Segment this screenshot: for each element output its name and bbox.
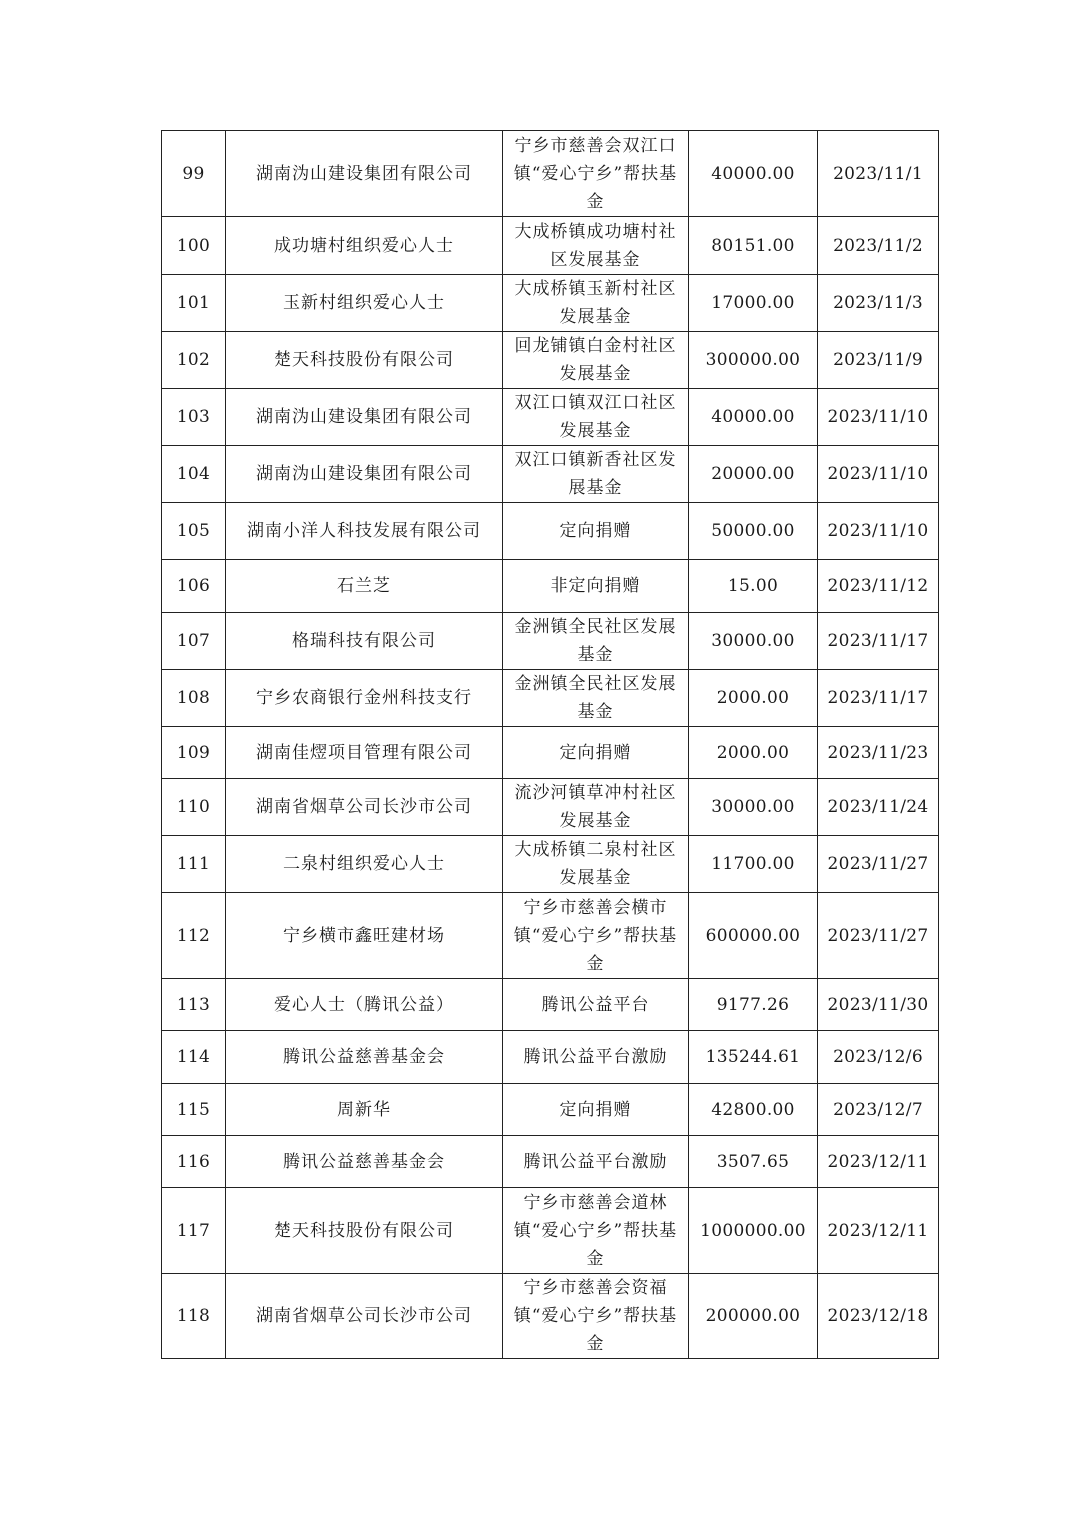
donation-purpose: 定向捐赠 (503, 727, 689, 779)
donation-amount: 50000.00 (689, 503, 818, 560)
donation-table (161, 130, 939, 1359)
donation-amount: 42800.00 (689, 1084, 818, 1136)
donor-name: 玉新村组织爱心人士 (226, 275, 503, 332)
donation-amount: 40000.00 (689, 131, 818, 217)
donor-name: 楚天科技股份有限公司 (226, 1188, 503, 1274)
donation-purpose: 回龙铺镇白金村社区发展基金 (503, 332, 689, 389)
donation-amount: 2000.00 (689, 727, 818, 779)
row-number: 110 (162, 779, 226, 836)
donor-name: 周新华 (226, 1084, 503, 1136)
donor-name: 湖南省烟草公司长沙市公司 (226, 779, 503, 836)
donation-date: 2023/12/6 (818, 1031, 939, 1084)
donation-date: 2023/11/10 (818, 503, 939, 560)
table-row (162, 217, 939, 275)
donation-date: 2023/12/7 (818, 1084, 939, 1136)
table-row (162, 1188, 939, 1274)
table-row (162, 503, 939, 560)
table-row (162, 131, 939, 217)
donation-date: 2023/11/17 (818, 613, 939, 670)
table-row (162, 275, 939, 332)
donor-name: 石兰芝 (226, 560, 503, 613)
donation-amount: 300000.00 (689, 332, 818, 389)
table-row (162, 332, 939, 389)
donor-name: 湖南沩山建设集团有限公司 (226, 389, 503, 446)
donation-date: 2023/11/10 (818, 389, 939, 446)
donation-amount: 30000.00 (689, 779, 818, 836)
donation-purpose: 大成桥镇玉新村社区发展基金 (503, 275, 689, 332)
donation-amount: 9177.26 (689, 979, 818, 1031)
donation-purpose: 大成桥镇成功塘村社区发展基金 (503, 217, 689, 275)
row-number: 113 (162, 979, 226, 1031)
donor-name: 成功塘村组织爱心人士 (226, 217, 503, 275)
donation-amount: 600000.00 (689, 893, 818, 979)
row-number: 117 (162, 1188, 226, 1274)
table-row (162, 727, 939, 779)
row-number: 111 (162, 836, 226, 893)
table-row (162, 1084, 939, 1136)
donation-purpose: 双江口镇新香社区发展基金 (503, 446, 689, 503)
donor-name: 湖南沩山建设集团有限公司 (226, 446, 503, 503)
table-row (162, 1031, 939, 1084)
donation-amount: 2000.00 (689, 670, 818, 727)
donation-purpose: 腾讯公益平台 (503, 979, 689, 1031)
table-row (162, 979, 939, 1031)
donation-date: 2023/11/1 (818, 131, 939, 217)
donation-amount: 20000.00 (689, 446, 818, 503)
donor-name: 宁乡横市鑫旺建材场 (226, 893, 503, 979)
donation-amount: 3507.65 (689, 1136, 818, 1188)
donation-amount: 15.00 (689, 560, 818, 613)
row-number: 112 (162, 893, 226, 979)
donation-date: 2023/11/3 (818, 275, 939, 332)
donor-name: 湖南佳熤项目管理有限公司 (226, 727, 503, 779)
row-number: 108 (162, 670, 226, 727)
table-row (162, 389, 939, 446)
donation-amount: 135244.61 (689, 1031, 818, 1084)
donation-date: 2023/12/11 (818, 1188, 939, 1274)
donation-date: 2023/11/27 (818, 836, 939, 893)
donation-amount: 30000.00 (689, 613, 818, 670)
donor-name: 爱心人士（腾讯公益） (226, 979, 503, 1031)
donor-name: 湖南小洋人科技发展有限公司 (226, 503, 503, 560)
row-number: 118 (162, 1274, 226, 1359)
table-row (162, 779, 939, 836)
donation-date: 2023/12/18 (818, 1274, 939, 1359)
donation-date: 2023/11/12 (818, 560, 939, 613)
donation-purpose: 腾讯公益平台激励 (503, 1136, 689, 1188)
table-row (162, 446, 939, 503)
donation-purpose: 宁乡市慈善会道林镇“爱心宁乡”帮扶基金 (503, 1188, 689, 1274)
donation-purpose: 非定向捐赠 (503, 560, 689, 613)
row-number: 109 (162, 727, 226, 779)
row-number: 105 (162, 503, 226, 560)
table-row (162, 1274, 939, 1359)
donation-amount: 200000.00 (689, 1274, 818, 1359)
row-number: 115 (162, 1084, 226, 1136)
donation-purpose: 金洲镇全民社区发展基金 (503, 670, 689, 727)
donor-name: 腾讯公益慈善基金会 (226, 1031, 503, 1084)
donation-date: 2023/12/11 (818, 1136, 939, 1188)
donor-name: 湖南沩山建设集团有限公司 (226, 131, 503, 217)
donation-purpose: 腾讯公益平台激励 (503, 1031, 689, 1084)
donor-name: 湖南省烟草公司长沙市公司 (226, 1274, 503, 1359)
row-number: 104 (162, 446, 226, 503)
table-row (162, 1136, 939, 1188)
donation-date: 2023/11/9 (818, 332, 939, 389)
donation-date: 2023/11/17 (818, 670, 939, 727)
donation-amount: 1000000.00 (689, 1188, 818, 1274)
table-row (162, 670, 939, 727)
donation-date: 2023/11/10 (818, 446, 939, 503)
donation-amount: 40000.00 (689, 389, 818, 446)
donation-date: 2023/11/24 (818, 779, 939, 836)
donation-amount: 80151.00 (689, 217, 818, 275)
donation-purpose: 流沙河镇草冲村社区发展基金 (503, 779, 689, 836)
row-number: 107 (162, 613, 226, 670)
donation-date: 2023/11/2 (818, 217, 939, 275)
row-number: 106 (162, 560, 226, 613)
donor-name: 二泉村组织爱心人士 (226, 836, 503, 893)
row-number: 102 (162, 332, 226, 389)
row-number: 99 (162, 131, 226, 217)
donation-table-body (162, 131, 939, 1359)
donation-purpose: 金洲镇全民社区发展基金 (503, 613, 689, 670)
donation-purpose: 宁乡市慈善会横市镇“爱心宁乡”帮扶基金 (503, 893, 689, 979)
donor-name: 格瑞科技有限公司 (226, 613, 503, 670)
donor-name: 腾讯公益慈善基金会 (226, 1136, 503, 1188)
table-row (162, 893, 939, 979)
donor-name: 宁乡农商银行金州科技支行 (226, 670, 503, 727)
donation-amount: 11700.00 (689, 836, 818, 893)
donor-name: 楚天科技股份有限公司 (226, 332, 503, 389)
table-row (162, 836, 939, 893)
row-number: 101 (162, 275, 226, 332)
donation-purpose: 宁乡市慈善会双江口镇“爱心宁乡”帮扶基金 (503, 131, 689, 217)
donation-date: 2023/11/23 (818, 727, 939, 779)
donation-purpose: 定向捐赠 (503, 503, 689, 560)
row-number: 100 (162, 217, 226, 275)
donation-purpose: 宁乡市慈善会资福镇“爱心宁乡”帮扶基金 (503, 1274, 689, 1359)
donation-purpose: 大成桥镇二泉村社区发展基金 (503, 836, 689, 893)
table-row (162, 560, 939, 613)
donation-date: 2023/11/30 (818, 979, 939, 1031)
donation-purpose: 定向捐赠 (503, 1084, 689, 1136)
table-row (162, 613, 939, 670)
row-number: 103 (162, 389, 226, 446)
donation-amount: 17000.00 (689, 275, 818, 332)
row-number: 114 (162, 1031, 226, 1084)
donation-date: 2023/11/27 (818, 893, 939, 979)
row-number: 116 (162, 1136, 226, 1188)
donation-purpose: 双江口镇双江口社区发展基金 (503, 389, 689, 446)
